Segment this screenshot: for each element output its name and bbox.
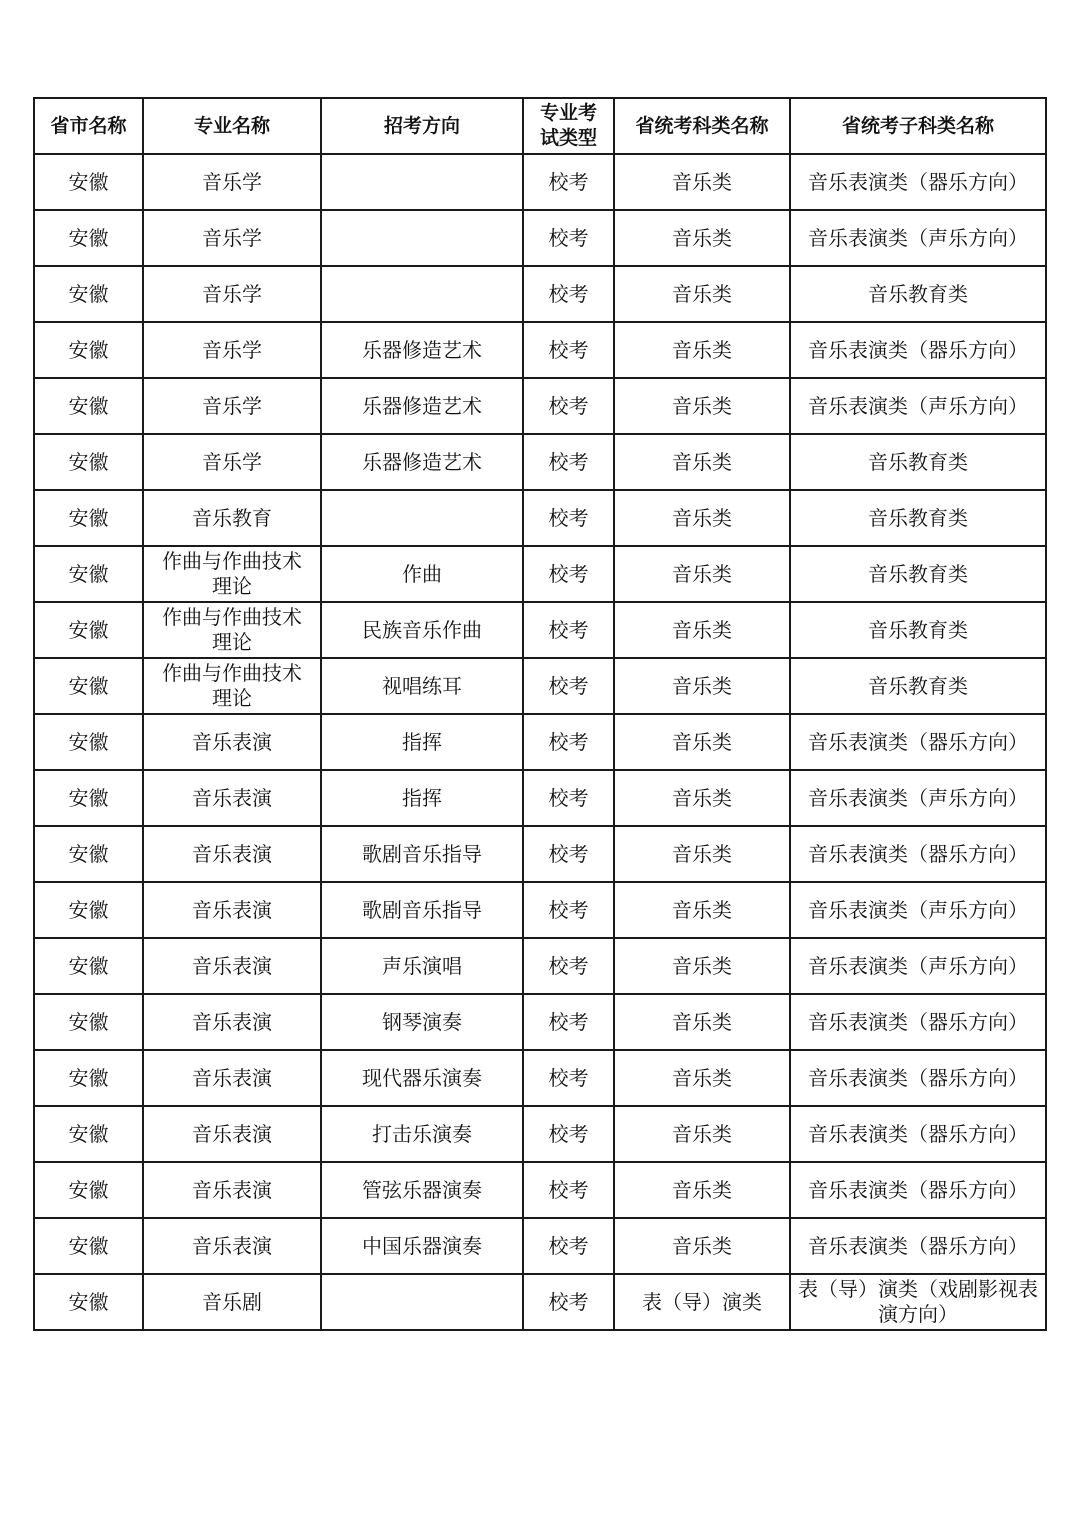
cell-province: 安徽 bbox=[34, 1274, 143, 1330]
header-exam-type: 专业考试类型 bbox=[523, 98, 614, 154]
cell-subcategory: 音乐表演类（器乐方向） bbox=[790, 1106, 1046, 1162]
cell-province: 安徽 bbox=[34, 210, 143, 266]
table-row bbox=[34, 658, 1046, 714]
cell-subcategory: 音乐教育类 bbox=[790, 266, 1046, 322]
cell-category: 音乐类 bbox=[614, 154, 790, 210]
table-row bbox=[34, 546, 1046, 602]
cell-direction: 指挥 bbox=[321, 770, 523, 826]
cell-subcategory: 音乐表演类（器乐方向） bbox=[790, 714, 1046, 770]
cell-major: 音乐表演 bbox=[143, 938, 321, 994]
cell-subcategory: 音乐表演类（声乐方向） bbox=[790, 938, 1046, 994]
cell-direction: 指挥 bbox=[321, 714, 523, 770]
cell-direction: 打击乐演奏 bbox=[321, 1106, 523, 1162]
cell-subcategory: 音乐教育类 bbox=[790, 490, 1046, 546]
cell-exam-type: 校考 bbox=[523, 266, 614, 322]
table-row bbox=[34, 490, 1046, 546]
cell-exam-type: 校考 bbox=[523, 1218, 614, 1274]
table-row bbox=[34, 1162, 1046, 1218]
cell-category: 音乐类 bbox=[614, 602, 790, 658]
cell-direction: 作曲 bbox=[321, 546, 523, 602]
cell-exam-type: 校考 bbox=[523, 1106, 614, 1162]
cell-province: 安徽 bbox=[34, 490, 143, 546]
cell-major: 音乐表演 bbox=[143, 714, 321, 770]
cell-exam-type: 校考 bbox=[523, 546, 614, 602]
cell-subcategory: 音乐教育类 bbox=[790, 434, 1046, 490]
cell-major: 音乐表演 bbox=[143, 770, 321, 826]
cell-exam-type: 校考 bbox=[523, 938, 614, 994]
cell-major: 音乐表演 bbox=[143, 1218, 321, 1274]
cell-province: 安徽 bbox=[34, 434, 143, 490]
cell-major: 作曲与作曲技术理论 bbox=[143, 546, 321, 602]
cell-subcategory: 音乐表演类（器乐方向） bbox=[790, 1050, 1046, 1106]
cell-category: 音乐类 bbox=[614, 994, 790, 1050]
cell-subcategory: 音乐表演类（器乐方向） bbox=[790, 1162, 1046, 1218]
cell-category: 音乐类 bbox=[614, 658, 790, 714]
cell-province: 安徽 bbox=[34, 1106, 143, 1162]
cell-subcategory: 音乐表演类（器乐方向） bbox=[790, 826, 1046, 882]
cell-province: 安徽 bbox=[34, 770, 143, 826]
cell-category: 音乐类 bbox=[614, 210, 790, 266]
cell-category: 音乐类 bbox=[614, 546, 790, 602]
cell-subcategory: 音乐表演类（声乐方向） bbox=[790, 378, 1046, 434]
table-row bbox=[34, 322, 1046, 378]
table-row bbox=[34, 602, 1046, 658]
table-row bbox=[34, 154, 1046, 210]
cell-province: 安徽 bbox=[34, 322, 143, 378]
cell-direction bbox=[321, 266, 523, 322]
table-row bbox=[34, 770, 1046, 826]
cell-category: 音乐类 bbox=[614, 770, 790, 826]
cell-category: 音乐类 bbox=[614, 882, 790, 938]
cell-direction: 中国乐器演奏 bbox=[321, 1218, 523, 1274]
cell-direction bbox=[321, 154, 523, 210]
table-row bbox=[34, 938, 1046, 994]
cell-province: 安徽 bbox=[34, 1050, 143, 1106]
cell-exam-type: 校考 bbox=[523, 1050, 614, 1106]
header-category: 省统考科类名称 bbox=[614, 98, 790, 154]
cell-exam-type: 校考 bbox=[523, 658, 614, 714]
cell-exam-type: 校考 bbox=[523, 994, 614, 1050]
cell-direction: 乐器修造艺术 bbox=[321, 378, 523, 434]
cell-category: 音乐类 bbox=[614, 1162, 790, 1218]
cell-major: 音乐学 bbox=[143, 154, 321, 210]
cell-category: 音乐类 bbox=[614, 322, 790, 378]
cell-province: 安徽 bbox=[34, 546, 143, 602]
cell-direction: 乐器修造艺术 bbox=[321, 434, 523, 490]
table-body bbox=[34, 154, 1046, 1330]
table-row bbox=[34, 714, 1046, 770]
cell-exam-type: 校考 bbox=[523, 434, 614, 490]
table-row bbox=[34, 434, 1046, 490]
cell-category: 音乐类 bbox=[614, 1050, 790, 1106]
cell-category: 音乐类 bbox=[614, 490, 790, 546]
cell-category: 音乐类 bbox=[614, 938, 790, 994]
cell-province: 安徽 bbox=[34, 602, 143, 658]
cell-direction: 声乐演唱 bbox=[321, 938, 523, 994]
table-row bbox=[34, 1106, 1046, 1162]
cell-category: 音乐类 bbox=[614, 434, 790, 490]
cell-exam-type: 校考 bbox=[523, 210, 614, 266]
cell-subcategory: 音乐表演类（声乐方向） bbox=[790, 882, 1046, 938]
cell-category: 音乐类 bbox=[614, 1218, 790, 1274]
cell-exam-type: 校考 bbox=[523, 882, 614, 938]
cell-subcategory: 音乐表演类（器乐方向） bbox=[790, 154, 1046, 210]
cell-province: 安徽 bbox=[34, 1162, 143, 1218]
cell-major: 音乐学 bbox=[143, 322, 321, 378]
cell-province: 安徽 bbox=[34, 938, 143, 994]
cell-direction bbox=[321, 210, 523, 266]
cell-subcategory: 音乐教育类 bbox=[790, 546, 1046, 602]
cell-exam-type: 校考 bbox=[523, 770, 614, 826]
cell-category: 音乐类 bbox=[614, 378, 790, 434]
cell-province: 安徽 bbox=[34, 714, 143, 770]
header-major: 专业名称 bbox=[143, 98, 321, 154]
cell-direction: 管弦乐器演奏 bbox=[321, 1162, 523, 1218]
cell-major: 音乐剧 bbox=[143, 1274, 321, 1330]
header-direction: 招考方向 bbox=[321, 98, 523, 154]
cell-major: 音乐学 bbox=[143, 434, 321, 490]
cell-major: 音乐表演 bbox=[143, 826, 321, 882]
cell-major: 音乐学 bbox=[143, 378, 321, 434]
cell-major: 作曲与作曲技术理论 bbox=[143, 658, 321, 714]
cell-major: 作曲与作曲技术理论 bbox=[143, 602, 321, 658]
cell-province: 安徽 bbox=[34, 154, 143, 210]
table-row bbox=[34, 1274, 1046, 1330]
cell-exam-type: 校考 bbox=[523, 602, 614, 658]
cell-exam-type: 校考 bbox=[523, 154, 614, 210]
cell-direction: 钢琴演奏 bbox=[321, 994, 523, 1050]
cell-province: 安徽 bbox=[34, 882, 143, 938]
table-row bbox=[34, 378, 1046, 434]
cell-exam-type: 校考 bbox=[523, 378, 614, 434]
cell-subcategory: 音乐表演类（器乐方向） bbox=[790, 994, 1046, 1050]
table-row bbox=[34, 882, 1046, 938]
cell-province: 安徽 bbox=[34, 994, 143, 1050]
cell-province: 安徽 bbox=[34, 266, 143, 322]
table-row bbox=[34, 826, 1046, 882]
cell-direction: 歌剧音乐指导 bbox=[321, 882, 523, 938]
majors-table bbox=[33, 97, 1047, 1331]
cell-subcategory: 表（导）演类（戏剧影视表演方向） bbox=[790, 1274, 1046, 1330]
cell-subcategory: 音乐表演类（声乐方向） bbox=[790, 770, 1046, 826]
table-row bbox=[34, 1218, 1046, 1274]
cell-direction: 民族音乐作曲 bbox=[321, 602, 523, 658]
cell-major: 音乐表演 bbox=[143, 1106, 321, 1162]
cell-category: 音乐类 bbox=[614, 714, 790, 770]
table-row bbox=[34, 1050, 1046, 1106]
cell-major: 音乐表演 bbox=[143, 1050, 321, 1106]
cell-direction: 歌剧音乐指导 bbox=[321, 826, 523, 882]
cell-province: 安徽 bbox=[34, 658, 143, 714]
cell-exam-type: 校考 bbox=[523, 490, 614, 546]
cell-direction bbox=[321, 490, 523, 546]
header-row bbox=[34, 98, 1046, 154]
cell-direction bbox=[321, 1274, 523, 1330]
cell-subcategory: 音乐表演类（器乐方向） bbox=[790, 1218, 1046, 1274]
cell-major: 音乐教育 bbox=[143, 490, 321, 546]
cell-direction: 乐器修造艺术 bbox=[321, 322, 523, 378]
cell-exam-type: 校考 bbox=[523, 1162, 614, 1218]
table-row bbox=[34, 210, 1046, 266]
cell-direction: 视唱练耳 bbox=[321, 658, 523, 714]
cell-subcategory: 音乐教育类 bbox=[790, 658, 1046, 714]
cell-province: 安徽 bbox=[34, 826, 143, 882]
header-subcategory: 省统考子科类名称 bbox=[790, 98, 1046, 154]
cell-major: 音乐表演 bbox=[143, 882, 321, 938]
cell-province: 安徽 bbox=[34, 1218, 143, 1274]
cell-subcategory: 音乐表演类（声乐方向） bbox=[790, 210, 1046, 266]
cell-category: 音乐类 bbox=[614, 1106, 790, 1162]
cell-category: 音乐类 bbox=[614, 826, 790, 882]
cell-subcategory: 音乐教育类 bbox=[790, 602, 1046, 658]
cell-major: 音乐表演 bbox=[143, 1162, 321, 1218]
cell-exam-type: 校考 bbox=[523, 322, 614, 378]
cell-exam-type: 校考 bbox=[523, 1274, 614, 1330]
cell-province: 安徽 bbox=[34, 378, 143, 434]
cell-category: 音乐类 bbox=[614, 266, 790, 322]
cell-major: 音乐学 bbox=[143, 210, 321, 266]
cell-exam-type: 校考 bbox=[523, 826, 614, 882]
cell-major: 音乐表演 bbox=[143, 994, 321, 1050]
table-row bbox=[34, 266, 1046, 322]
table-header bbox=[34, 98, 1046, 154]
cell-major: 音乐学 bbox=[143, 266, 321, 322]
cell-subcategory: 音乐表演类（器乐方向） bbox=[790, 322, 1046, 378]
table-row bbox=[34, 994, 1046, 1050]
cell-exam-type: 校考 bbox=[523, 714, 614, 770]
header-province: 省市名称 bbox=[34, 98, 143, 154]
cell-direction: 现代器乐演奏 bbox=[321, 1050, 523, 1106]
cell-category: 表（导）演类 bbox=[614, 1274, 790, 1330]
